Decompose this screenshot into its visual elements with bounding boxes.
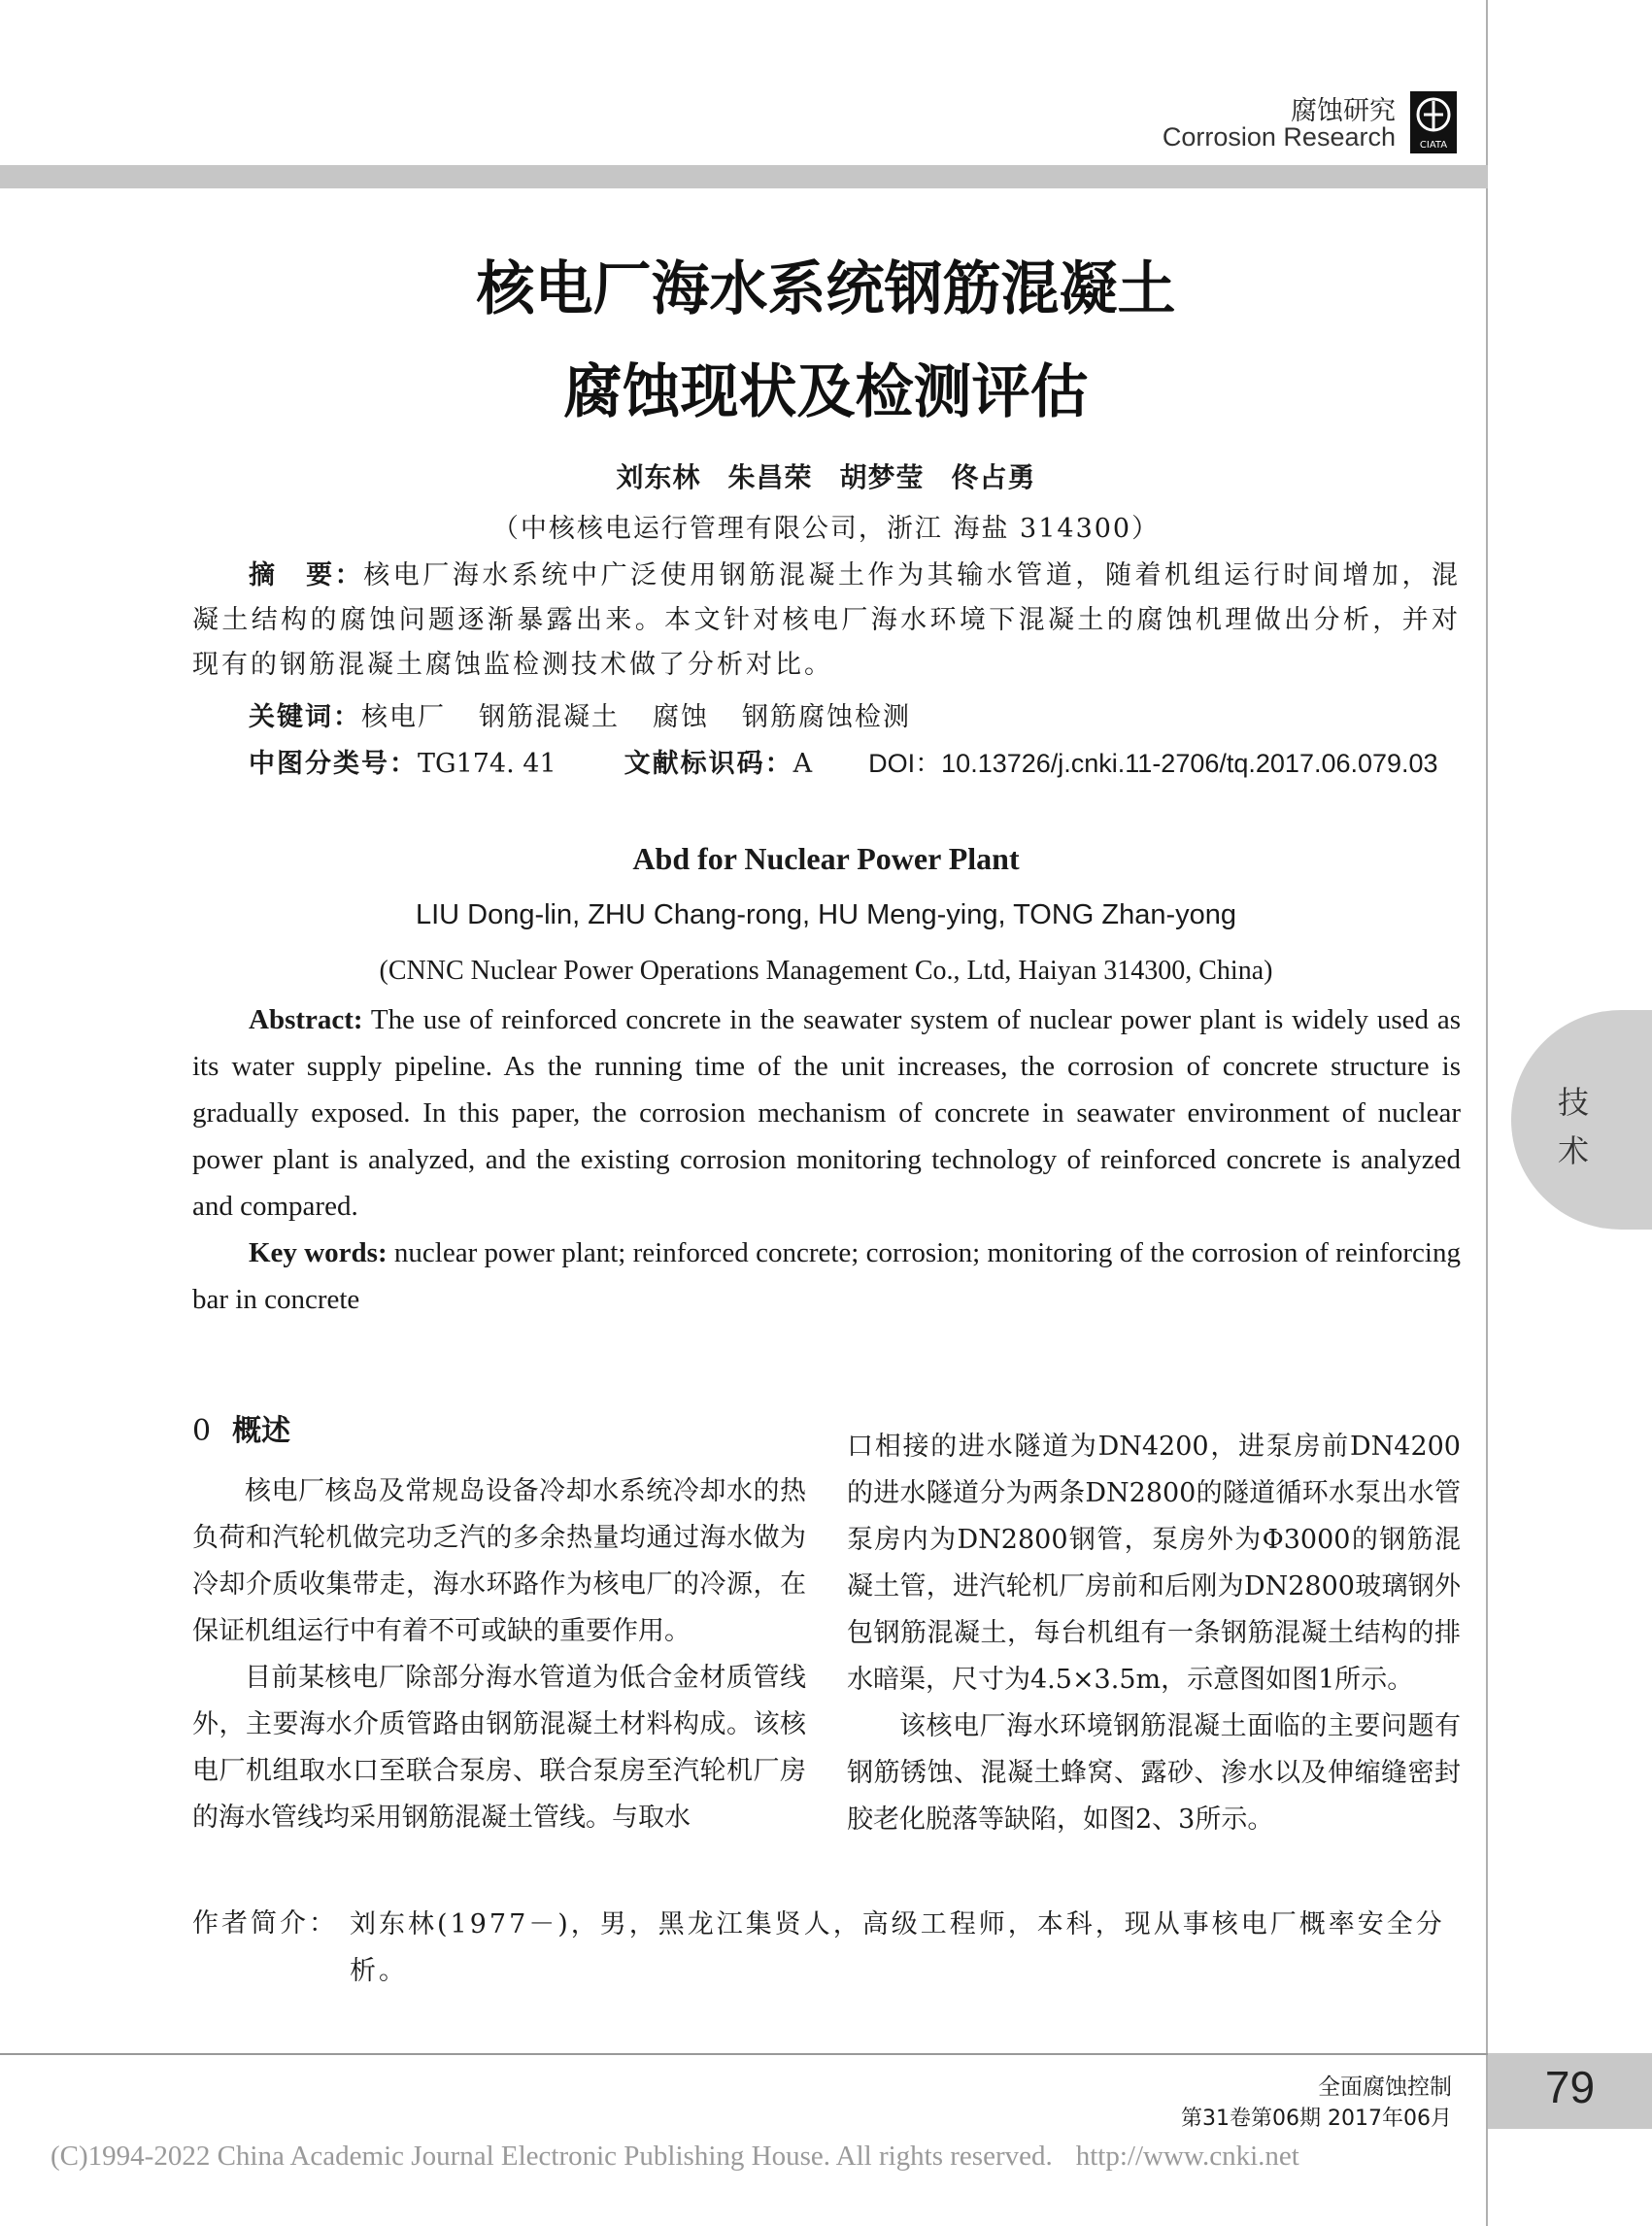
affiliation-cn: （中核核电运行管理有限公司，浙江 海盐 314300）	[491, 514, 1161, 544]
clc-value: TG174. 41	[418, 749, 556, 779]
running-header-journal-en: Corrosion Research	[1162, 122, 1396, 152]
author-name: 朱昌荣	[727, 461, 813, 493]
author-bio-label: 作者简介：	[192, 1908, 338, 1939]
footer-rule	[0, 2053, 1488, 2055]
body-paragraph: 口相接的进水隧道为DN4200，进泵房前DN4200的进水隧道分为两条DN2800的隧道循环水泵出水管泵房内为DN2800钢管，泵房外为Φ3000的钢筋混凝土管，进汽轮机厂房前和后刚为DN2800玻璃钢外包钢筋混凝土，每台机组有一条钢筋混凝土结构的排水暗渠，尺寸为4.5×3.5m，示意图如图1所示。	[847, 1432, 1461, 1695]
authors-cn	[0, 456, 1652, 495]
doc-code-value: A	[792, 749, 813, 779]
abstract-en	[192, 996, 1461, 1230]
doi-value[interactable]: 10.13726/j.cnki.11-2706/tq.2017.06.079.03	[941, 749, 1438, 778]
keywords-en-label: Key words:	[249, 1237, 388, 1268]
clc-label: 中图分类号：	[249, 749, 418, 779]
abstract-en-label: Abstract:	[249, 1004, 363, 1035]
copyright-text: (C)1994-2022 China Academic Journal Electronic Publishing House. All rights reserved.	[51, 2141, 1053, 2172]
body-paragraph: 目前某核电厂除部分海水管道为低合金材质管线外，主要海水介质管路由钢筋混凝土材料构成。该核电厂机组取水口至联合泵房、联合泵房至汽轮机厂房的海水管线均采用钢筋混凝土管线。与取水	[192, 1663, 806, 1833]
body-paragraph: 核电厂核岛及常规岛设备冷却水系统冷却水的热负荷和汽轮机做完功乏汽的多余热量均通过海水做为冷却介质收集带走，海水环路作为核电厂的冷源，在保证机组运行中有着不可或缺的重要作用。	[192, 1476, 806, 1646]
body-paragraph: 该核电厂海水环境钢筋混凝土面临的主要问题有钢筋锈蚀、混凝土蜂窝、露砂、渗水以及伸缩缝密封胶老化脱落等缺陷，如图2、3所示。	[847, 1711, 1461, 1835]
footer-journal: 全面腐蚀控制	[1318, 2074, 1452, 2100]
body-column-left	[192, 1468, 806, 1841]
paper-title-line-1: 核电厂海水系统钢筋混凝土	[476, 255, 1176, 323]
side-tab-char: 术	[1557, 1132, 1589, 1169]
cnki-link[interactable]: http://www.cnki.net	[1075, 2141, 1299, 2172]
section-title: 概述	[232, 1414, 291, 1448]
running-header-journal-cn: 腐蚀研究	[1291, 96, 1396, 126]
copyright-line	[51, 2141, 1299, 2173]
author-name: 胡梦莹	[839, 461, 925, 493]
abstract-cn-label: 摘 要：	[249, 560, 364, 590]
classification-line	[249, 742, 1438, 780]
svg-text:CIATA: CIATA	[1419, 140, 1448, 151]
doc-code-label: 文献标识码：	[624, 749, 793, 779]
abstract-cn	[192, 554, 1461, 688]
paper-title-line-2: 腐蚀现状及检测评估	[563, 358, 1089, 426]
keywords-cn	[249, 695, 944, 733]
page-number: 79	[1544, 2062, 1596, 2112]
affiliation-en: (CNNC Nuclear Power Operations Management Co., Ltd, Haiyan 314300, China)	[379, 956, 1273, 986]
section-number: 0	[192, 1414, 212, 1448]
author-bio-text: 刘东林(1977－)，男，黑龙江集贤人，高级工程师，本科，现从事核电厂概率安全分析。	[350, 1909, 1445, 1986]
title-en: Abd for Nuclear Power Plant	[632, 841, 1020, 876]
footer-issue: 第31卷第06期 2017年06月	[1181, 2107, 1452, 2131]
keywords-cn-label: 关键词：	[249, 702, 361, 732]
keywords-en-text: nuclear power plant; reinforced concrete; corrosion; monitoring of the corrosion of reinforcing bar in concrete	[192, 1237, 1461, 1315]
keyword: 钢筋混凝土	[479, 702, 620, 732]
doi-label: DOI：	[868, 749, 942, 778]
keyword: 腐蚀	[653, 702, 709, 732]
keywords-en	[192, 1230, 1461, 1323]
author-name: 佟占勇	[951, 461, 1036, 493]
authors-en: LIU Dong-lin, ZHU Chang-rong, HU Meng-ying, TONG Zhan-yong	[415, 899, 1237, 930]
ciata-logo-icon	[1410, 91, 1457, 153]
body-column-right	[847, 1424, 1461, 1843]
section-heading-0	[192, 1406, 290, 1449]
keyword: 核电厂	[361, 702, 446, 732]
page-edge-rule	[1486, 0, 1488, 2226]
keyword: 钢筋腐蚀检测	[742, 702, 911, 732]
abstract-cn-text: 核电厂海水系统中广泛使用钢筋混凝土作为其输水管道，随着机组运行时间增加，混凝土结构的腐蚀问题逐渐暴露出来。本文针对核电厂海水环境下混凝土的腐蚀机理做出分析，并对现有的钢筋混凝土腐蚀监检测技术做了分析对比。	[192, 560, 1462, 680]
abstract-en-text: The use of reinforced concrete in the seawater system of nuclear power plant is widely used as its water supply pipeline. As the running time of the unit increases, the corrosion of concrete structure is gradually exposed. In this paper, the corrosion mechanism of concrete in seawater environment of nuclear power plant is analyzed, and the existing corrosion monitoring technology of reinforced concrete is analyzed and compared.	[192, 1004, 1461, 1222]
side-tab-label	[1554, 1078, 1593, 1175]
author-name: 刘东林	[616, 461, 701, 493]
side-tab-char: 技	[1557, 1084, 1589, 1121]
header-band	[0, 165, 1488, 188]
